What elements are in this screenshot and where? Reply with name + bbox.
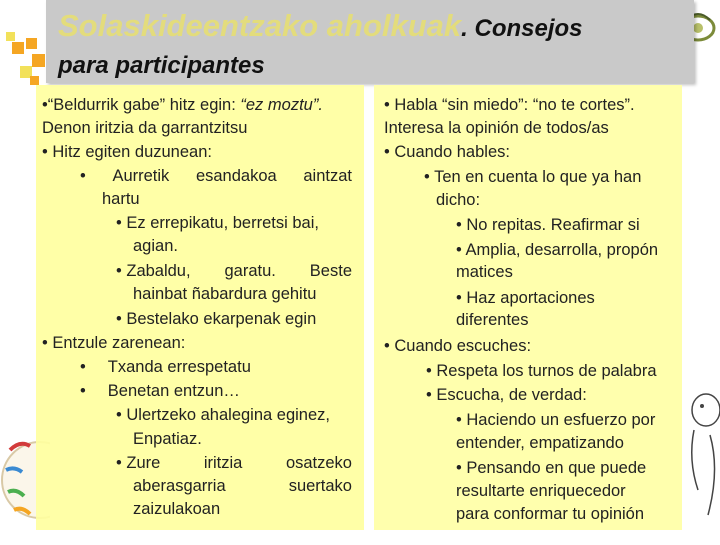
- list-item: • Respeta los turnos de palabra: [426, 362, 657, 380]
- right-panel-spanish: [374, 85, 682, 530]
- bullet: •: [80, 382, 86, 400]
- list-item: • Pensando en que puede: [456, 459, 647, 477]
- right-figure-icon: [680, 340, 720, 540]
- bullet: •: [80, 167, 86, 185]
- list-item: • Ez errepikatu, berretsi bai,: [116, 214, 319, 232]
- page-subtitle: [58, 52, 265, 80]
- list-item: [133, 476, 352, 496]
- list-item: [80, 381, 240, 401]
- word: • Zure: [116, 454, 161, 472]
- list-item: dicho:: [436, 191, 481, 209]
- bullet: •: [80, 358, 86, 376]
- page-title: [58, 8, 583, 44]
- text-segment: Txanda errespetatu: [107, 358, 251, 376]
- title-spanish-line1: Consejos: [474, 15, 583, 42]
- list-item: [80, 166, 352, 186]
- list-item: matices: [456, 263, 513, 281]
- list-item: • No repitas. Reafirmar si: [456, 216, 640, 234]
- list-item: zaizulakoan: [133, 500, 221, 518]
- list-item: • Cuando escuches:: [384, 337, 532, 355]
- word: osatzeko: [285, 454, 352, 472]
- list-item: [80, 357, 251, 377]
- list-item: entender, empatizando: [456, 434, 624, 452]
- word: iritzia: [203, 454, 243, 472]
- word: aberasgarria: [133, 477, 226, 495]
- word: Aurretik: [112, 167, 170, 185]
- text-segment: Benetan entzun…: [107, 382, 240, 400]
- list-item: • Haciendo un esfuerzo por: [456, 411, 656, 429]
- list-item: • Habla “sin miedo”: “no te cortes”.: [384, 96, 635, 114]
- list-item: • Escucha, de verdad:: [426, 386, 587, 404]
- text-segment-italic: “ez moztu”.: [240, 96, 323, 114]
- list-item: • Bestelako ekarpenak egin: [116, 310, 317, 328]
- bullet: •: [42, 96, 48, 114]
- list-item: [42, 95, 323, 115]
- word: garatu.: [224, 262, 276, 280]
- list-item: • Hitz egiten duzunean:: [42, 143, 212, 161]
- list-item: resultarte enriquecedor: [456, 482, 626, 500]
- title-basque: Solaskideentzako aholkuak: [58, 8, 462, 43]
- list-item: [116, 261, 352, 281]
- list-item: • Ten en cuenta lo que ya han: [424, 168, 642, 186]
- list-item: • Ulertzeko ahalegina eginez,: [116, 406, 330, 424]
- list-item: Denon iritzia da garrantzitsu: [42, 119, 248, 137]
- list-item: hainbat ñabardura gehitu: [133, 285, 317, 303]
- list-item: • Entzule zarenean:: [42, 334, 186, 352]
- list-item: • Amplia, desarrolla, propón: [456, 241, 659, 259]
- text-segment: “Beldurrik gabe” hitz egin:: [47, 96, 241, 114]
- list-item: para conformar tu opinión: [456, 505, 645, 523]
- title-separator: .: [461, 15, 475, 42]
- list-item: • Haz aportaciones: [456, 289, 595, 307]
- word: esandakoa: [195, 167, 277, 185]
- title-spanish-line2: para participantes: [58, 52, 265, 79]
- list-item: agian.: [133, 237, 178, 255]
- word: • Zabaldu,: [116, 262, 191, 280]
- list-item: hartu: [102, 190, 140, 208]
- title-box: [46, 0, 694, 83]
- word: suertako: [288, 477, 352, 495]
- list-item: • Cuando hables:: [384, 143, 510, 161]
- list-item: [116, 453, 352, 473]
- word: Beste: [309, 262, 352, 280]
- list-item: Enpatiaz.: [133, 430, 202, 448]
- list-item: Interesa la opinión de todos/as: [384, 119, 609, 137]
- word: aintzat: [303, 167, 352, 185]
- list-item: diferentes: [456, 311, 529, 329]
- left-panel-basque: [36, 85, 364, 530]
